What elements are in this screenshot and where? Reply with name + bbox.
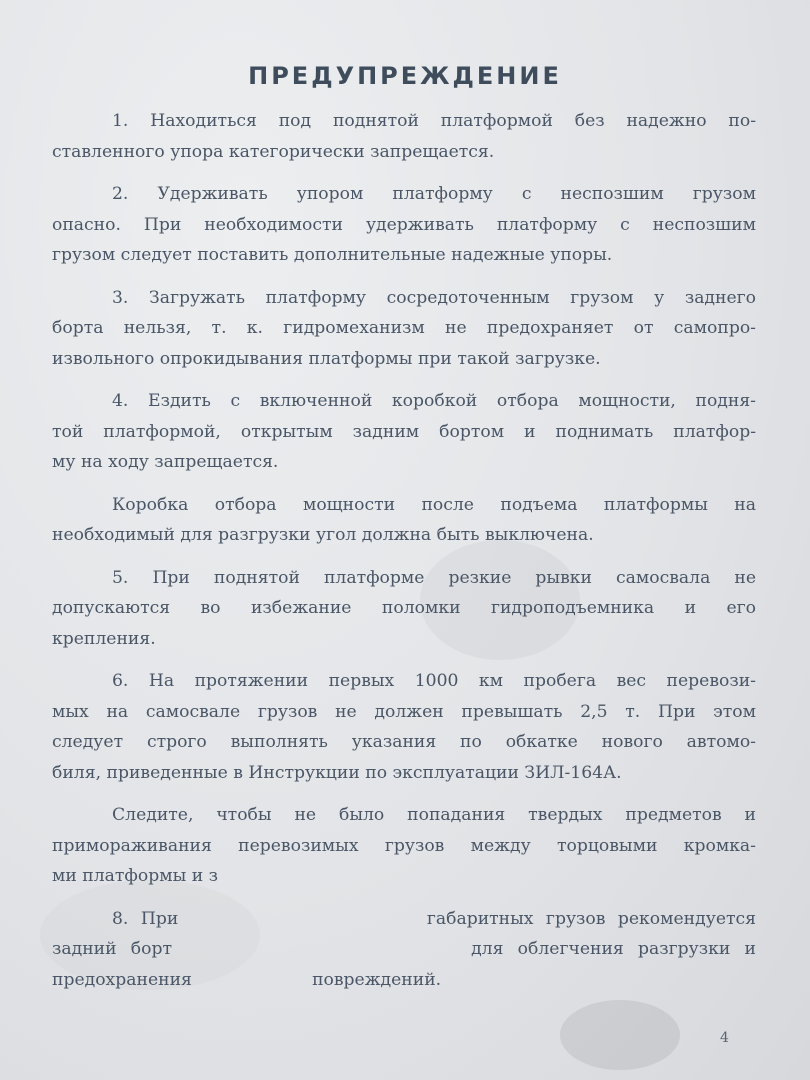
paragraph-8 [52, 904, 756, 996]
paragraph-5 [52, 563, 756, 655]
text-line: 6. На протяжении первых 1000 км пробега вес перевози- [112, 671, 756, 691]
text-line: необходимый для разгрузки угол должна быть выключена. [52, 525, 594, 545]
text-line: мых на самосвале грузов не должен превышать 2,5 т. При этом [52, 701, 756, 722]
text-line: биля, приведенные в Инструкции по эксплуатации ЗИЛ-164А. [52, 762, 622, 783]
text-line: 2. Удерживать упором платформу с неспозшим грузом [112, 184, 756, 204]
text-line: ми платформы и з [52, 866, 219, 886]
paper-stain [560, 1000, 680, 1070]
text-line: той платформой, открытым задним бортом и поднимать платфор- [52, 421, 756, 442]
text-line: опасно. При необходимости удерживать платформу с неспозшим [52, 214, 756, 235]
text-line: задний борт для облегчения разгрузки и [52, 939, 756, 959]
page-number: 4 [720, 1030, 729, 1046]
paragraph-1 [52, 106, 756, 167]
text-line: Коробка отбора мощности после подъема платформы на [112, 494, 756, 515]
paragraph-6 [52, 666, 756, 788]
page-title: ПРЕДУПРЕЖДЕНИЕ [248, 62, 562, 90]
text-line: борта нельзя, т. к. гидромеханизм не предохраняет от самопро- [52, 318, 756, 338]
text-line: му на ходу запрещается. [52, 452, 279, 472]
text-line: примораживания перевозимых грузов между торцовыми кромка- [52, 835, 756, 856]
text-line: 3. Загружать платформу сосредоточенным грузом у заднего [112, 287, 756, 308]
text-line: 4. Ездить с включенной коробкой отбора мощности, подня- [112, 391, 756, 411]
text-line: допускаются во избежание поломки гидроподъемника и его [52, 598, 756, 618]
text-line: 8. При габаритных грузов рекомендуется [112, 908, 756, 929]
text-line: крепления. [52, 628, 156, 649]
text-line: ставленного упора категорически запрещается. [52, 141, 495, 162]
paragraph-4-note [52, 490, 756, 551]
text-line: извольного опрокидывания платформы при такой загрузке. [52, 348, 601, 369]
text-line: 1. Находиться под поднятой платформой без надежно по- [112, 111, 756, 131]
text-line: Следите, чтобы не было попадания твердых предметов и [112, 805, 756, 825]
text-line: следует строго выполнять указания по обкатке нового автомо- [52, 732, 756, 752]
text-line: 5. При поднятой платформе резкие рывки самосвала не [112, 567, 756, 588]
paragraph-3 [52, 283, 756, 375]
document-body [52, 106, 756, 1007]
text-line: предохранения повреждений. [52, 969, 442, 990]
paragraph-2 [52, 179, 756, 271]
text-line: грузом следует поставить дополнительные надежные упоры. [52, 245, 613, 265]
paragraph-7 [52, 800, 756, 892]
paragraph-4 [52, 386, 756, 478]
